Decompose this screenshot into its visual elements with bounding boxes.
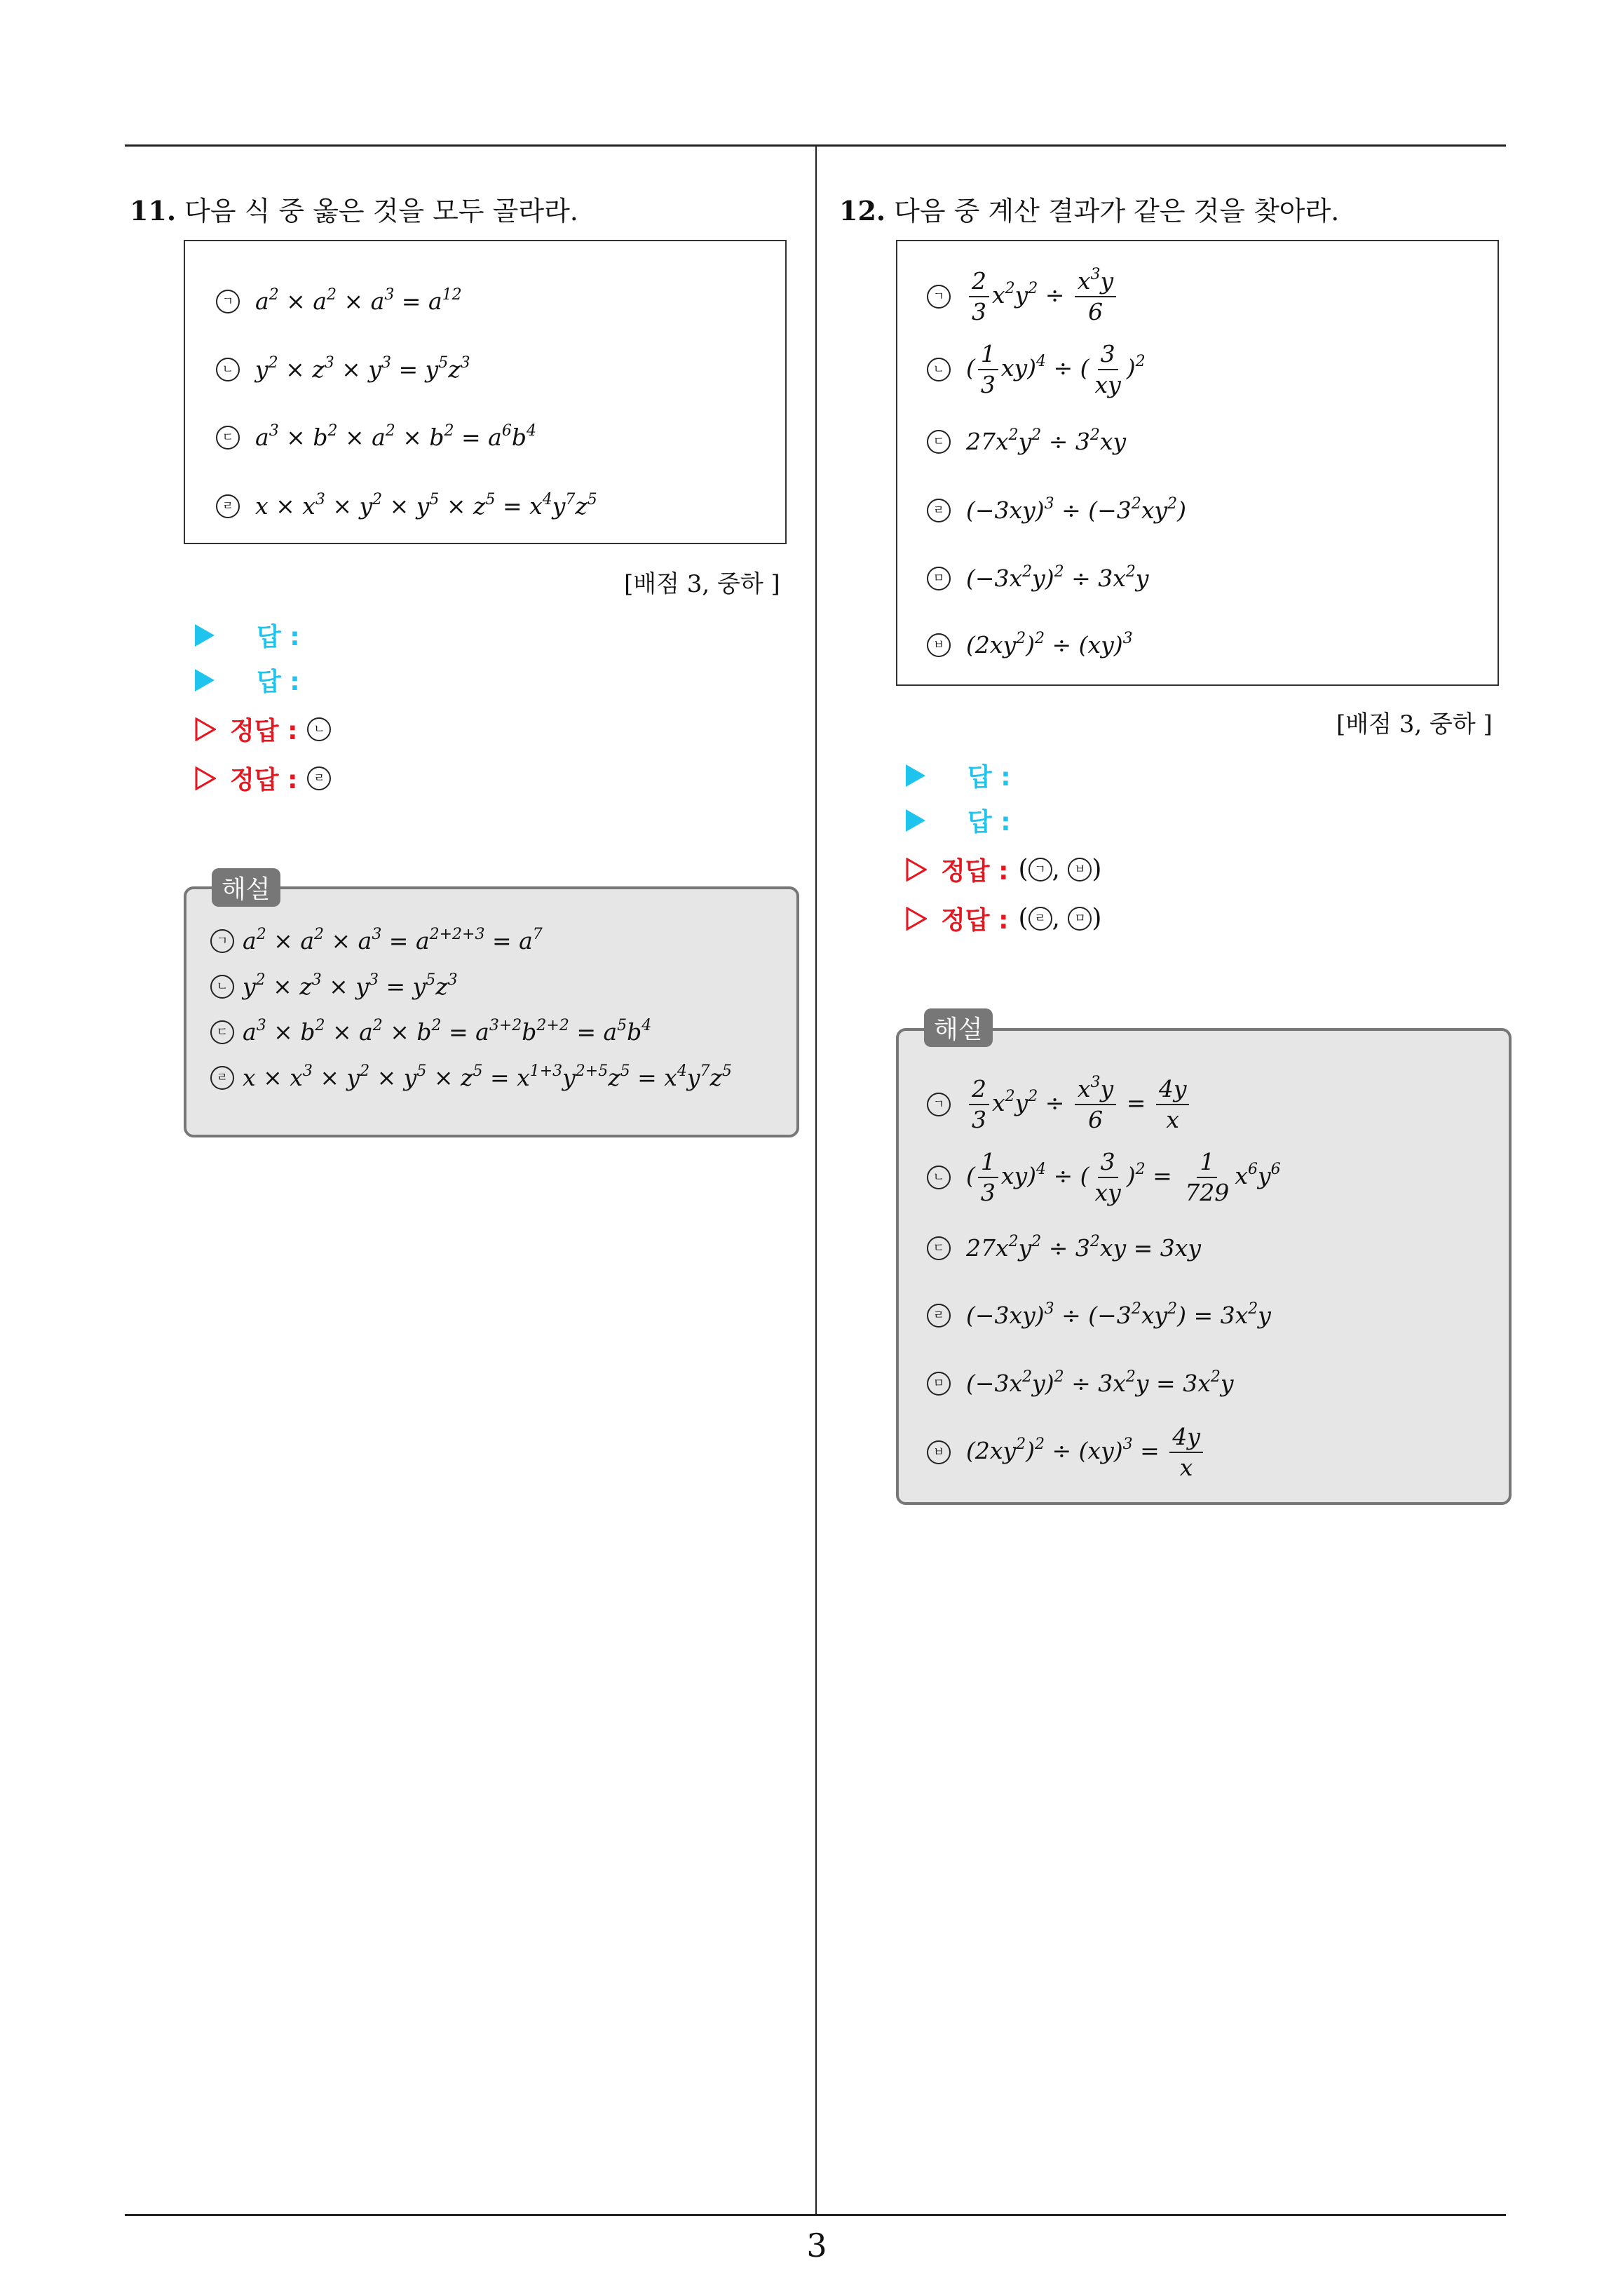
- option-expression: $(-3x^2y)^2 \div 3x^2y$: [966, 563, 1149, 592]
- answer-marker: ㄴ: [307, 717, 331, 741]
- correct-value: [307, 717, 331, 741]
- page-number: 3: [806, 2227, 827, 2264]
- paren-close: ): [1092, 855, 1102, 884]
- question-text: 다음 중 계산 결과가 같은 것을 찾아라.: [894, 196, 1340, 227]
- q12-solution-line-4: [927, 1302, 1271, 1329]
- outline-play-icon: [906, 858, 927, 882]
- q12-correct-1: [906, 851, 1101, 887]
- option-marker: ㅂ: [927, 633, 951, 657]
- correct-label: 정답 :: [941, 906, 1009, 935]
- option-marker: ㄹ: [927, 499, 951, 522]
- line-marker: ㄱ: [210, 929, 234, 953]
- play-icon: [906, 764, 925, 787]
- correct-value: [1018, 904, 1101, 933]
- q12-option-3: [927, 428, 1126, 455]
- q12-answer-2: [906, 802, 1011, 838]
- q12-score: [배점 3, 중하 ]: [1336, 710, 1493, 738]
- q11-solution-line-3: [210, 1018, 651, 1046]
- q12-correct-2: [906, 900, 1101, 936]
- paren-open: (: [1018, 855, 1028, 884]
- q11-option-2: [216, 356, 470, 383]
- q11-correct-1: [195, 711, 331, 747]
- correct-label: 정답 :: [230, 766, 298, 795]
- q12-solution-line-6: [927, 1422, 1206, 1483]
- outline-play-icon: [906, 907, 927, 931]
- line-expression: $x \times x^3 \times y^2 \times y^5 \times z^5 = x^{1+3}y^{2+5}z^5 = x^4y^7z^5$: [243, 1062, 732, 1091]
- correct-value: [307, 767, 331, 790]
- option-expression: $x \times x^3 \times y^2 \times y^5 \times z^5 = x^4y^7z^5$: [255, 491, 597, 520]
- play-icon: [195, 669, 215, 691]
- answer-label: 답 :: [967, 808, 1011, 837]
- q12-option-5: [927, 565, 1149, 592]
- paren-open: (: [1018, 904, 1028, 933]
- play-icon: [906, 809, 925, 832]
- q12-option-6: [927, 631, 1133, 659]
- line-marker: ㄷ: [210, 1020, 234, 1044]
- correct-label: 정답 :: [941, 857, 1009, 886]
- q12-solution-tag: 해설: [924, 1008, 993, 1047]
- line-marker: ㄴ: [210, 975, 234, 999]
- q11-correct-2: [195, 760, 331, 796]
- separator: ,: [1052, 855, 1068, 884]
- q11-solution-box: [184, 886, 799, 1137]
- option-marker: ㄴ: [927, 358, 951, 381]
- option-marker: ㄴ: [216, 358, 240, 381]
- q11-solution-tag: 해설: [212, 868, 280, 907]
- option-marker: ㄱ: [216, 290, 240, 313]
- option-expression: $\frac{2}{3}$ $x^2y^2$ ÷ $\frac{x^3y}{6}$: [966, 266, 1119, 327]
- question-number: 12.: [839, 195, 886, 227]
- line-marker: ㄱ: [927, 1093, 951, 1116]
- answer-label: 답 :: [967, 763, 1011, 792]
- q11-option-4: [216, 492, 597, 520]
- question-11-title: [130, 189, 578, 228]
- line-marker: ㄷ: [927, 1236, 951, 1260]
- q11-solution-line-4: [210, 1064, 732, 1091]
- option-expression: $(-3xy)^3 \div (-3^2xy^2)$: [966, 495, 1186, 524]
- option-expression: ( $\frac{1}{3}$ xy)$^4$ ÷ ( $\frac{3}{xy}$ )$^2$: [966, 340, 1146, 398]
- q12-solution-line-1: [927, 1074, 1192, 1135]
- q12-answer-1: [906, 757, 1011, 793]
- play-icon: [195, 624, 215, 647]
- line-marker: ㄹ: [927, 1304, 951, 1328]
- q12-solution-line-5: [927, 1370, 1233, 1397]
- question-number: 11.: [130, 195, 177, 227]
- line-marker: ㅂ: [927, 1440, 951, 1464]
- paren-close: ): [1092, 904, 1102, 933]
- q12-option-1: [927, 266, 1119, 327]
- q11-answer-1: [195, 617, 300, 653]
- line-expression: $a^3 \times b^2 \times a^2 \times b^2 = a^{3+2}b^{2+2} = a^5b^4$: [243, 1017, 652, 1046]
- q11-solution-line-1: [210, 927, 543, 954]
- q11-solution-line-2: [210, 973, 458, 1000]
- option-marker: ㄱ: [927, 285, 951, 309]
- line-expression: $\frac{2}{3}$ $x^2y^2$ ÷ $\frac{x^3y}{6}$ = $\frac{4y}{x}$: [966, 1074, 1192, 1135]
- bottom-rule: [125, 2214, 1506, 2216]
- q11-option-3: [216, 424, 536, 451]
- option-marker: ㄷ: [927, 430, 951, 454]
- line-expression: ( $\frac{1}{3}$ xy)$^4$ ÷ ( $\frac{3}{xy}$ )$^2$ = $\frac{1}{729}$ $x^6y^6$: [966, 1148, 1281, 1206]
- answer-marker: ㅁ: [1068, 907, 1092, 931]
- line-expression: $y^2 \times z^3 \times y^3 = y^5z^3$: [243, 971, 458, 1000]
- answer-label: 답 :: [257, 623, 300, 651]
- q12-solution-line-3: [927, 1234, 1201, 1262]
- option-expression: $a^2 \times a^2 \times a^3 = a^{12}$: [255, 286, 462, 315]
- outline-play-icon: [195, 717, 216, 741]
- option-expression: $27x^2y^2 \div 3^2xy$: [966, 426, 1127, 455]
- option-expression: $y^2 \times z^3 \times y^3 = y^5z^3$: [255, 354, 470, 383]
- correct-label: 정답 :: [230, 717, 298, 745]
- answer-marker: ㄹ: [1028, 907, 1052, 931]
- line-expression: $(2xy^2)^2 \div (xy)^3$ = $\frac{4y}{x}$: [966, 1422, 1206, 1483]
- line-marker: ㄴ: [927, 1166, 951, 1189]
- q12-option-2: [927, 339, 1146, 400]
- line-marker: ㅁ: [927, 1372, 951, 1396]
- line-expression: $(-3x^2y)^2 \div 3x^2y = 3x^2y$: [966, 1368, 1234, 1397]
- q11-score: [배점 3, 중하 ]: [624, 570, 780, 598]
- answer-marker: ㄱ: [1028, 858, 1052, 882]
- q12-option-4: [927, 497, 1186, 524]
- answer-label: 답 :: [257, 668, 300, 696]
- q11-option-1: [216, 288, 462, 315]
- line-marker: ㄹ: [210, 1066, 234, 1090]
- option-marker: ㅁ: [927, 567, 951, 590]
- answer-marker: ㅂ: [1068, 858, 1092, 882]
- line-expression: $(-3xy)^3 \div (-3^2xy^2) = 3x^2y$: [966, 1300, 1271, 1329]
- answer-marker: ㄹ: [307, 767, 331, 790]
- q12-solution-line-2: [927, 1147, 1281, 1208]
- question-12-title: [839, 189, 1339, 228]
- line-expression: $27x^2y^2 \div 3^2xy = 3xy$: [966, 1233, 1202, 1262]
- line-expression: $a^2 \times a^2 \times a^3 = a^{2+2+3} = a^7$: [243, 926, 543, 954]
- separator: ,: [1052, 904, 1068, 933]
- question-text: 다음 식 중 옳은 것을 모두 골라라.: [184, 196, 578, 227]
- correct-value: [1018, 855, 1101, 884]
- q11-answer-2: [195, 662, 300, 698]
- option-marker: ㄹ: [216, 494, 240, 518]
- option-expression: $(2xy^2)^2 \div (xy)^3$: [966, 630, 1133, 659]
- option-expression: $a^3 \times b^2 \times a^2 \times b^2 = a^6b^4$: [255, 422, 536, 451]
- option-marker: ㄷ: [216, 426, 240, 450]
- column-divider: [815, 147, 817, 2215]
- outline-play-icon: [195, 767, 216, 790]
